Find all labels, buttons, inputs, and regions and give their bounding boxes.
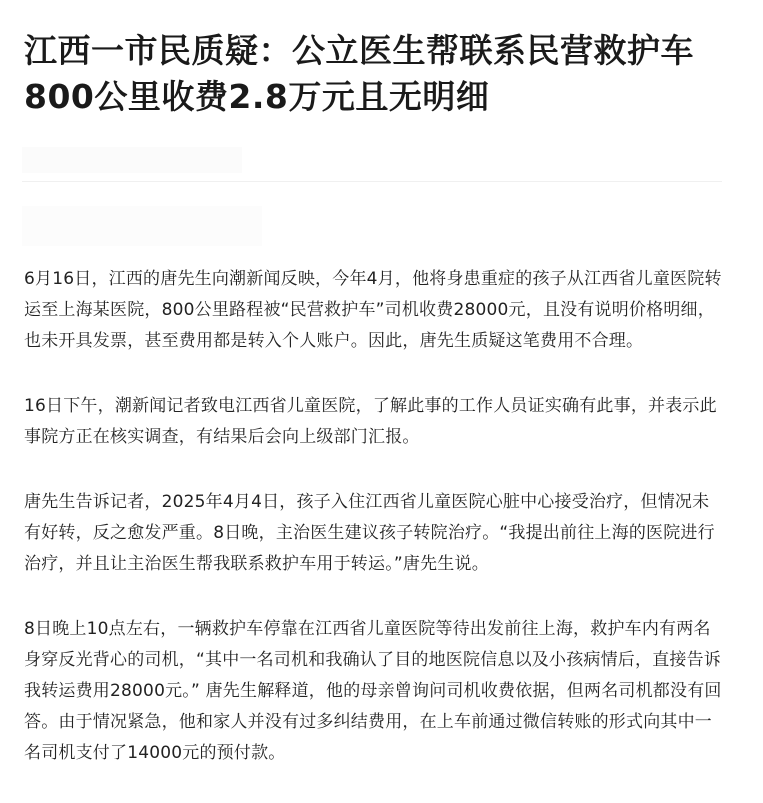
- article-paragraph-3: 唐先生告诉记者，2025年4月4日，孩子入住江西省儿童医院心脏中心接受治疗，但情况未有好转，反之愈发严重。8日晚，主治医生建议孩子转院治疗。“我提出前往上海的医院进行治疗，并且让主治医生帮我联系救护车用于转运。”唐先生说。: [24, 492, 715, 574]
- title-divider: [22, 181, 722, 182]
- article-title: 江西一市民质疑：公立医生帮联系民营救护车 800公里收费2.8万元且无明细: [24, 31, 694, 116]
- article-media-area: [22, 206, 262, 246]
- article-body: [24, 264, 724, 803]
- article-paragraph-4: 8日晚上10点左右，一辆救护车停靠在江西省儿童医院等待出发前往上海，救护车内有两名身穿反光背心的司机，“其中一名司机和我确认了目的地医院信息以及小孩病情后，直接告诉我转运费用28000元。” 唐先生解释道，他的母亲曾询问司机收费依据，但两名司机都没有回答。由于情况紧急，他和家人并没有过多纠结费用，在上车前通过微信转账的形式向其中一名司机支付了14000元的预付款。: [24, 619, 722, 763]
- article-paragraph-2: 16日下午，潮新闻记者致电江西省儿童医院，了解此事的工作人员证实确有此事，并表示此事院方正在核实调查，有结果后会向上级部门汇报。: [24, 396, 717, 447]
- article-meta-area: [22, 147, 242, 173]
- article-paragraph-1: 6月16日，江西的唐先生向潮新闻反映，今年4月，他将身患重症的孩子从江西省儿童医院转运至上海某医院，800公里路程被“民营救护车”司机收费28000元，且没有说明价格明细，也未开具发票，甚至费用都是转入个人账户。因此，唐先生质疑这笔费用不合理。: [24, 269, 722, 351]
